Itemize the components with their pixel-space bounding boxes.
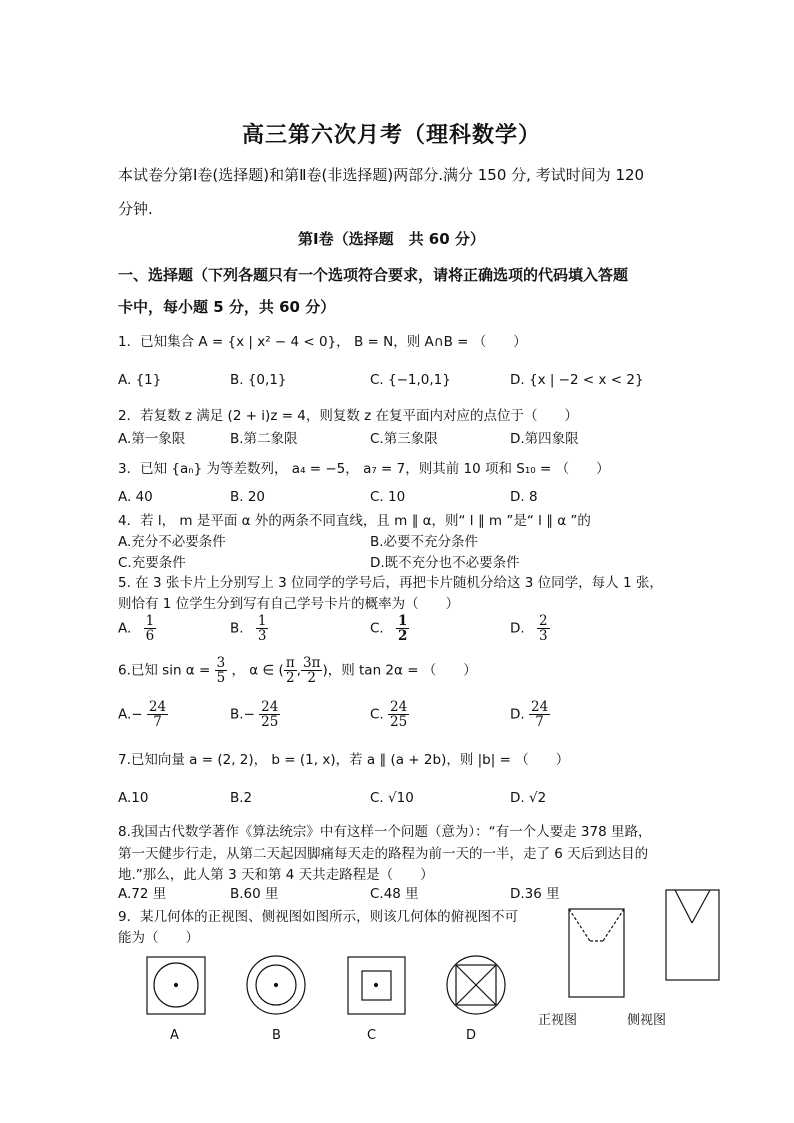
q4-option-d: D.既不充分也不必要条件 <box>370 555 520 571</box>
q5-stem-line-2: 则恰有 1 位学生分到写有自己学号卡片的概率为（ ） <box>118 596 460 612</box>
section1-line-2: 卡中，每小题 5 分，共 60 分） <box>118 298 336 316</box>
q6-option-c-label: C. <box>370 706 384 723</box>
q5-option-d <box>510 614 550 643</box>
q5-option-a <box>118 614 156 643</box>
q7-option-a: A.10 <box>118 790 149 806</box>
q6-stem-pre: 6.已知 sin α = <box>118 662 211 679</box>
q5-option-b-fraction: $\frac{1}{3}$ <box>257 613 267 645</box>
q4-option-b: B.必要不充分条件 <box>370 534 479 550</box>
q7-option-d: D. √2 <box>510 790 547 806</box>
q5-option-a-fraction: $\frac{1}{6}$ <box>145 613 155 645</box>
q4-option-a: A.充分不必要条件 <box>118 534 226 550</box>
q8-option-b: B.60 里 <box>230 886 279 902</box>
q6-stem: 6.已知 sin α = $\frac{3}{5}$ ， α ∈ ( $\frac{\pi}{2}$ , $\frac{3\pi}{2}$ )，则 tan 2α = （ ） <box>118 655 477 687</box>
q9-front-view-figure <box>569 909 624 997</box>
q6-option-a-label: A. <box>118 706 132 723</box>
q5-option-c-fraction: $\frac{1}{2}$ <box>398 613 408 645</box>
q6-option-b-sign: − <box>243 706 255 723</box>
q5-option-d-label: D. <box>510 620 525 637</box>
q1-option-c: C. {−1,0,1} <box>370 372 451 388</box>
q2-option-d: D.第四象限 <box>510 431 579 447</box>
q8-stem-line-3: 地.”那么，此人第 3 天和第 4 天共走路程是（ ） <box>118 867 434 883</box>
q2-option-a: A.第一象限 <box>118 431 186 447</box>
q8-option-a: A.72 里 <box>118 886 167 902</box>
q5-option-b <box>230 614 268 643</box>
page-title: 高三第六次月考（理科数学） <box>242 123 542 148</box>
q9-option-a-figure <box>147 957 205 1014</box>
q9-front-view-label: 正视图 <box>538 1013 578 1028</box>
q6-interval-upper: $\frac{3\pi}{2}$ <box>302 655 321 687</box>
q5-option-d-fraction: $\frac{2}{3}$ <box>538 613 548 645</box>
intro-line-1: 本试卷分第Ⅰ卷(选择题)和第Ⅱ卷(非选择题)两部分.满分 150 分, 考试时间为 120 <box>118 166 645 184</box>
q9-option-b-figure <box>247 956 305 1014</box>
q9-side-view-figure <box>666 890 719 980</box>
q5-option-b-label: B. <box>230 620 244 637</box>
q6-option-a <box>118 700 168 729</box>
q9-option-b-label: B <box>272 1028 281 1043</box>
q9-option-a-label: A <box>170 1028 179 1043</box>
q6-option-c <box>370 700 409 729</box>
q9-option-c-label: C <box>367 1028 377 1043</box>
q6-option-b-fraction: $\frac{24}{25}$ <box>261 699 279 731</box>
q6-option-c-fraction: $\frac{24}{25}$ <box>390 699 408 731</box>
q9-option-d-figure <box>447 956 505 1014</box>
q3-option-b: B. 20 <box>230 489 266 505</box>
q3-option-a: A. 40 <box>118 489 153 505</box>
q5-option-c <box>370 614 409 643</box>
q4-stem: 4．若 l， m 是平面 α 外的两条不同直线，且 m ∥ α，则“ l ∥ m ”是“ l ∥ α ”的 <box>118 513 591 529</box>
q6-option-d-fraction: $\frac{24}{7}$ <box>530 699 549 731</box>
q6-option-b-label: B. <box>230 706 244 723</box>
q8-stem-line-1: 8.我国古代数学著作《算法统宗》中有这样一个问题（意为）：“有一个人要走 378 里路， <box>118 824 652 840</box>
q1-option-b: B. {0,1} <box>230 372 287 388</box>
q9-stem-line-1: 9．某几何体的正视图、侧视图如图所示，则该几何体的俯视图不可 <box>118 909 519 925</box>
q1-stem: 1．已知集合 A = {x | x² − 4 < 0}， B = N，则 A∩B = （ ） <box>118 334 527 350</box>
q5-option-a-label: A. <box>118 620 132 637</box>
q8-stem-line-2: 第一天健步行走，从第二天起因脚痛每天走的路程为前一天的一半，走了 6 天后到达目的 <box>118 846 649 862</box>
q7-option-c: C. √10 <box>370 790 414 806</box>
q2-option-b: B.第二象限 <box>230 431 298 447</box>
q6-option-d-label: D. <box>510 706 525 723</box>
q6-option-a-fraction: $\frac{24}{7}$ <box>148 699 167 731</box>
q9-stem-line-2: 能为（ ） <box>118 930 199 946</box>
q4-option-c: C.充要条件 <box>118 555 186 571</box>
q6-option-a-sign: − <box>131 706 143 723</box>
q1-option-d: D. {x | −2 < x < 2} <box>510 372 644 388</box>
q5-option-c-label: C. <box>370 620 384 637</box>
q6-stem-post: )，则 tan 2α = （ ） <box>322 662 477 679</box>
section1-line-1: 一、选择题（下列各题只有一个选项符合要求，请将正确选项的代码填入答题 <box>118 266 629 284</box>
q1-option-a: A. {1} <box>118 372 162 388</box>
q6-option-b <box>230 700 280 729</box>
q6-interval-lower: $\frac{\pi}{2}$ <box>285 655 295 687</box>
q3-option-d: D. 8 <box>510 489 538 505</box>
q3-stem: 3．已知 {aₙ} 为等差数列， a₄ = −5， a₇ = 7，则其前 10 项和 S₁₀ = （ ） <box>118 461 610 477</box>
q2-stem: 2．若复数 z 满足 (2 + i)z = 4，则复数 z 在复平面内对应的点位于（ ） <box>118 408 579 424</box>
q9-option-d-label: D <box>466 1028 477 1043</box>
q2-option-c: C.第三象限 <box>370 431 438 447</box>
q9-side-view-label: 侧视图 <box>627 1013 667 1028</box>
q9-option-c-figure <box>348 957 405 1014</box>
q6-stem-mid: ， α ∈ ( <box>231 662 284 679</box>
q5-stem-line-1: 5. 在 3 张卡片上分别写上 3 位同学的学号后，再把卡片随机分给这 3 位同学，每人 1 张， <box>118 575 663 591</box>
q7-stem: 7.已知向量 a = (2, 2)， b = (1, x)，若 a ∥ (a + 2b)，则 |b| = （ ） <box>118 752 570 768</box>
q6-sin-fraction: $\frac{3}{5}$ <box>216 655 226 687</box>
q3-option-c: C. 10 <box>370 489 406 505</box>
part1-header: 第Ⅰ卷（选择题 共 60 分） <box>298 230 485 248</box>
q8-option-c: C.48 里 <box>370 886 419 902</box>
q6-option-d <box>510 700 550 729</box>
q8-option-d: D.36 里 <box>510 886 560 902</box>
q7-option-b: B.2 <box>230 790 253 806</box>
intro-line-2: 分钟. <box>118 200 153 218</box>
